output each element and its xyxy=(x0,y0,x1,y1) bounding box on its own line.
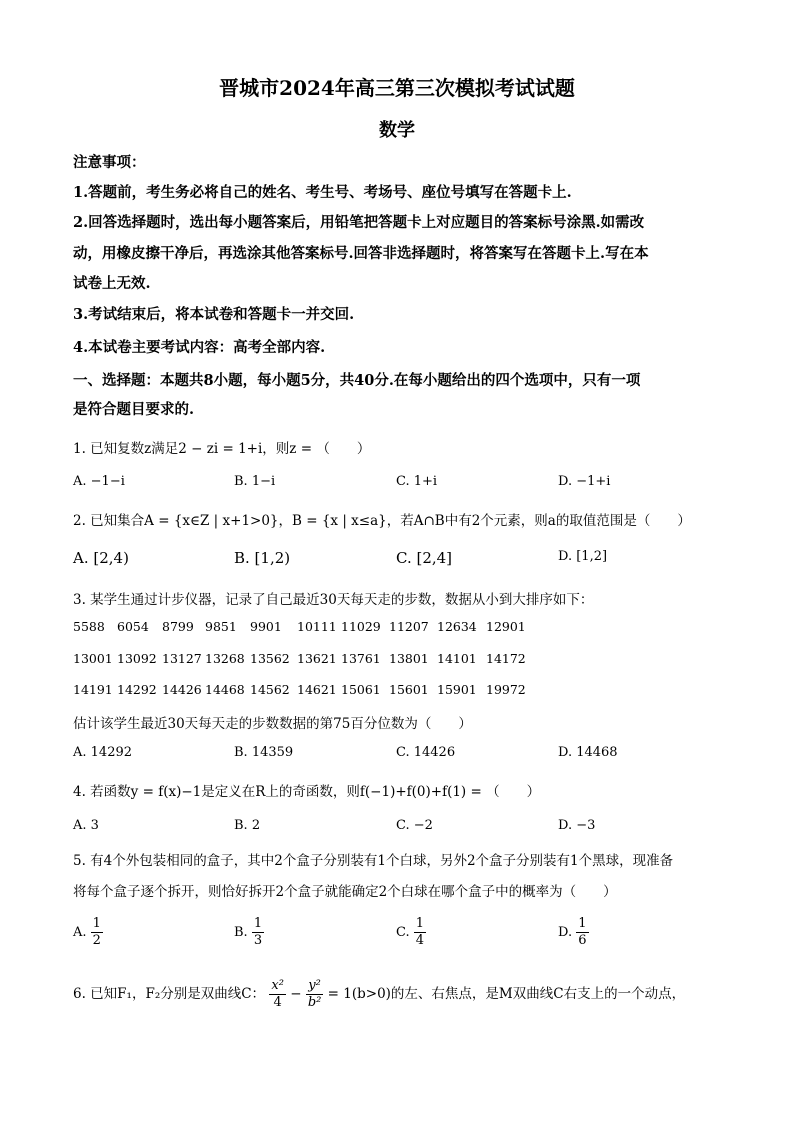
q4-option-c: C. −2 xyxy=(396,818,433,833)
data-cell: 14191 xyxy=(73,682,113,697)
fraction xyxy=(91,916,103,949)
q3-option-b: B. 14359 xyxy=(234,745,294,760)
question-2-stem: 2. 已知集合A = {x∈Z | x+1>0}，B = {x | x≤a}，若A∩B中有2个元素，则a的取值范围是（ ） xyxy=(73,513,691,529)
data-cell: 8799 xyxy=(162,619,194,634)
q4-option-d: D. −3 xyxy=(558,818,596,833)
note-item: 4.本试卷主要考试内容：高考全部内容. xyxy=(73,339,326,356)
data-cell: 9901 xyxy=(250,619,282,634)
data-cell: 14172 xyxy=(486,651,526,666)
fraction xyxy=(252,916,264,949)
fraction xyxy=(576,916,588,949)
q4-option-b: B. 2 xyxy=(234,818,261,833)
data-cell: 13562 xyxy=(250,651,290,666)
option-label: B. xyxy=(234,925,248,940)
fraction-denominator: 3 xyxy=(253,933,263,948)
q3-option-c: C. 14426 xyxy=(396,745,456,760)
fraction-numerator: 1 xyxy=(253,916,263,931)
data-cell: 13001 xyxy=(73,651,113,666)
data-cell: 11207 xyxy=(389,619,429,634)
fraction-numerator: x² xyxy=(271,978,284,993)
note-item: 1.答题前，考生务必将自己的姓名、考生号、考场号、座位号填写在答题卡上. xyxy=(73,184,572,201)
option-label: C. xyxy=(396,925,410,940)
option-label: A. xyxy=(73,925,87,940)
section-heading-cont: 是符合题目要求的. xyxy=(73,401,195,418)
data-cell: 15061 xyxy=(341,682,381,697)
fraction xyxy=(269,978,286,1011)
q4-option-a: A. 3 xyxy=(73,818,99,833)
q6-stem-part-a: 6. 已知F₁，F₂分别是双曲线C： xyxy=(73,986,266,1002)
fraction-numerator: y² xyxy=(308,978,321,993)
data-cell: 14101 xyxy=(437,651,477,666)
data-cell: 14292 xyxy=(117,682,157,697)
fraction-denominator: 6 xyxy=(578,933,587,948)
q5-option-a xyxy=(73,916,103,949)
option-label: D. xyxy=(558,925,573,940)
q2-option-a: A. [2,4) xyxy=(73,549,129,567)
fraction-numerator: 1 xyxy=(415,916,425,931)
q1-option-b: B. 1−i xyxy=(234,474,276,489)
question-5-stem: 5. 有4个外包装相同的盒子，其中2个盒子分别装有1个白球，另外2个盒子分别装有1个黑球，现准备 xyxy=(73,853,674,869)
q1-option-c: C. 1+i xyxy=(396,474,438,489)
question-3-stem: 3. 某学生通过计步仪器，记录了自己最近30天每天走的步数，数据从小到大排序如下： xyxy=(73,592,594,608)
data-cell: 14562 xyxy=(250,682,290,697)
fraction-denominator: b² xyxy=(307,995,322,1010)
fraction-denominator: 4 xyxy=(273,995,282,1010)
data-cell: 13268 xyxy=(205,651,245,666)
question-4-stem: 4. 若函数y = f(x)−1是定义在R上的奇函数，则f(−1)+f(0)+f(1) = （ ） xyxy=(73,784,541,800)
data-cell: 14426 xyxy=(162,682,202,697)
data-cell: 14468 xyxy=(205,682,245,697)
q1-option-a: A. −1−i xyxy=(73,474,125,489)
question-6-stem xyxy=(73,978,685,1011)
data-cell: 10111 xyxy=(297,619,337,634)
data-cell: 11029 xyxy=(341,619,381,634)
data-cell: 15601 xyxy=(389,682,429,697)
data-cell: 12901 xyxy=(486,619,526,634)
note-item: 动，用橡皮擦干净后，再选涂其他答案标号.回答非选择题时，将答案写在答题卡上.写在本 xyxy=(73,245,649,262)
data-cell: 19972 xyxy=(486,682,526,697)
notes-heading: 注意事项： xyxy=(73,154,146,171)
q5-option-c xyxy=(396,916,426,949)
data-cell: 13761 xyxy=(341,651,381,666)
note-item: 3.考试结束后，将本试卷和答题卡一并交回. xyxy=(73,306,355,323)
data-cell: 13621 xyxy=(297,651,337,666)
q5-option-d xyxy=(558,916,589,949)
fraction-denominator: 4 xyxy=(415,933,425,948)
data-cell: 13801 xyxy=(389,651,429,666)
data-cell: 9851 xyxy=(205,619,237,634)
q6-stem-part-b: = 1(b>0)的左、右焦点，是M双曲线C右支上的一个动点， xyxy=(327,986,686,1002)
q3-option-d: D. 14468 xyxy=(558,745,618,760)
question-1-stem: 1. 已知复数z满足2 − zi = 1+i，则z = （ ） xyxy=(73,441,371,457)
page-title: 晋城市2024年高三第三次模拟考试试题 xyxy=(219,76,575,100)
data-cell: 6054 xyxy=(117,619,149,634)
q5-option-b xyxy=(234,916,264,949)
question-3-stem-cont: 估计该学生最近30天每天走的步数数据的第75百分位数为（ ） xyxy=(73,716,472,732)
minus-sign: − xyxy=(290,986,302,1002)
fraction-denominator: 2 xyxy=(92,933,101,948)
data-cell: 13127 xyxy=(162,651,202,666)
question-5-stem-cont: 将每个盒子逐个拆开，则恰好拆开2个盒子就能确定2个白球在哪个盒子中的概率为（ ） xyxy=(73,884,617,900)
note-item: 2.回答选择题时，选出每小题答案后，用铅笔把答题卡上对应题目的答案标号涂黑.如需改 xyxy=(73,214,645,231)
fraction xyxy=(414,916,426,949)
section-heading: 一、选择题：本题共8小题，每小题5分，共40分.在每小题给出的四个选项中，只有一项 xyxy=(73,372,641,389)
data-cell: 5588 xyxy=(73,619,105,634)
data-cell: 12634 xyxy=(437,619,477,634)
q3-option-a: A. 14292 xyxy=(73,745,133,760)
q2-option-b: B. [1,2) xyxy=(234,549,291,567)
fraction xyxy=(306,978,324,1011)
q1-option-d: D. −1+i xyxy=(558,474,611,489)
fraction-numerator: 1 xyxy=(92,916,101,931)
data-cell: 14621 xyxy=(297,682,337,697)
fraction-numerator: 1 xyxy=(578,916,587,931)
q2-option-c: C. [2,4] xyxy=(396,549,453,567)
data-cell: 15901 xyxy=(437,682,477,697)
q2-option-d: D. [1,2] xyxy=(558,549,608,564)
subject-heading: 数学 xyxy=(379,120,415,141)
data-cell: 13092 xyxy=(117,651,157,666)
note-item: 试卷上无效. xyxy=(73,275,151,292)
